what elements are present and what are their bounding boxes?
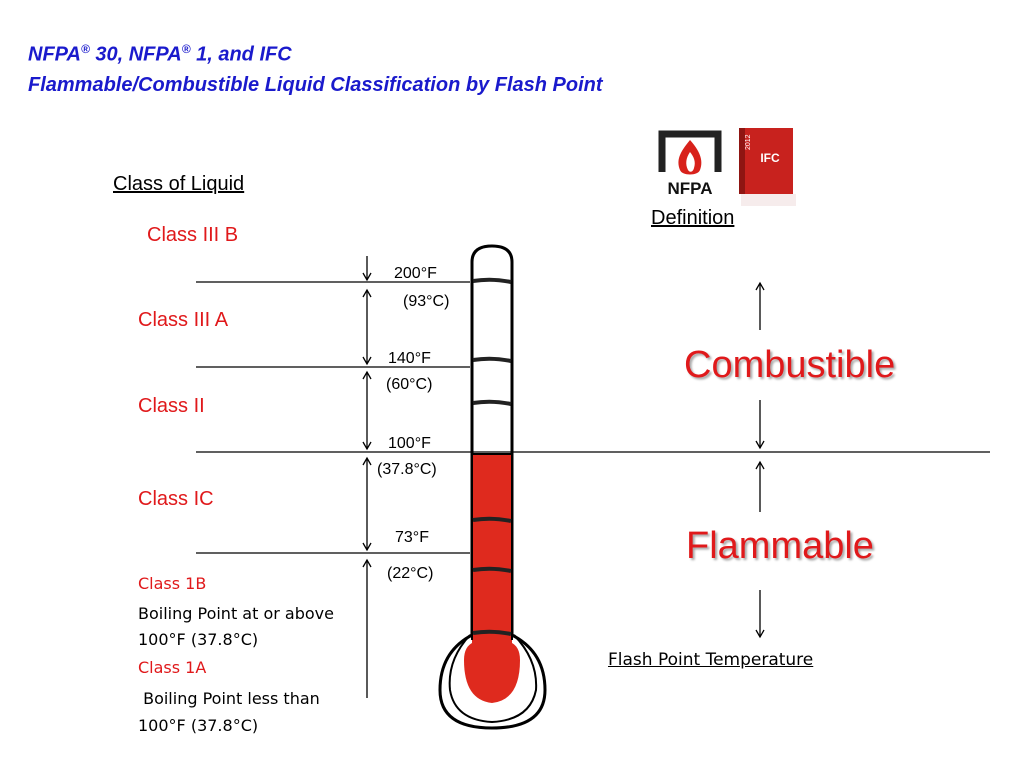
temp-140f: 140°F bbox=[388, 350, 431, 367]
temp-200f: 200°F bbox=[394, 265, 437, 282]
thermometer-icon bbox=[440, 246, 545, 728]
class-1a-desc-2: 100°F (37.8°C) bbox=[138, 716, 259, 735]
flash-point-temperature-label: Flash Point Temperature bbox=[608, 650, 814, 670]
temp-60c: (60°C) bbox=[386, 376, 433, 393]
class-ii-label: Class II bbox=[138, 395, 205, 417]
class-iiib-label: Class III B bbox=[147, 224, 239, 246]
svg-text:2012: 2012 bbox=[745, 134, 752, 150]
temp-37-8c: (37.8°C) bbox=[377, 461, 437, 478]
definition-arrows bbox=[756, 283, 764, 637]
combustible-label: Combustible bbox=[684, 344, 896, 386]
class-1a-desc-1: Boiling Point less than bbox=[138, 689, 320, 708]
flammable-label: Flammable bbox=[686, 525, 874, 567]
title-line-2: Flammable/Combustible Liquid Classification by Flash Point bbox=[28, 74, 603, 96]
ifc-book-cover-icon bbox=[739, 128, 796, 206]
class-of-liquid-heading: Class of Liquid bbox=[113, 173, 245, 195]
class-1b-label: Class 1B bbox=[138, 574, 207, 593]
temp-73f: 73°F bbox=[395, 529, 429, 546]
class-1a-label: Class 1A bbox=[138, 658, 207, 677]
temp-100f: 100°F bbox=[388, 435, 431, 452]
class-1b-desc-1: Boiling Point at or above bbox=[138, 604, 334, 623]
temp-22c: (22°C) bbox=[387, 565, 434, 582]
class-iiia-label: Class III A bbox=[138, 309, 229, 331]
range-arrows bbox=[363, 256, 371, 698]
svg-text:IFC: IFC bbox=[760, 151, 780, 165]
temp-93c: (93°C) bbox=[403, 293, 450, 310]
title-line-1: NFPA® 30, NFPA® 1, and IFC bbox=[28, 42, 292, 66]
nfpa-flame-logo-icon bbox=[653, 128, 727, 198]
svg-text:NFPA: NFPA bbox=[667, 179, 713, 198]
class-1b-desc-2: 100°F (37.8°C) bbox=[138, 630, 259, 649]
definition-heading: Definition bbox=[651, 207, 735, 229]
class-ic-label: Class IC bbox=[138, 488, 214, 510]
